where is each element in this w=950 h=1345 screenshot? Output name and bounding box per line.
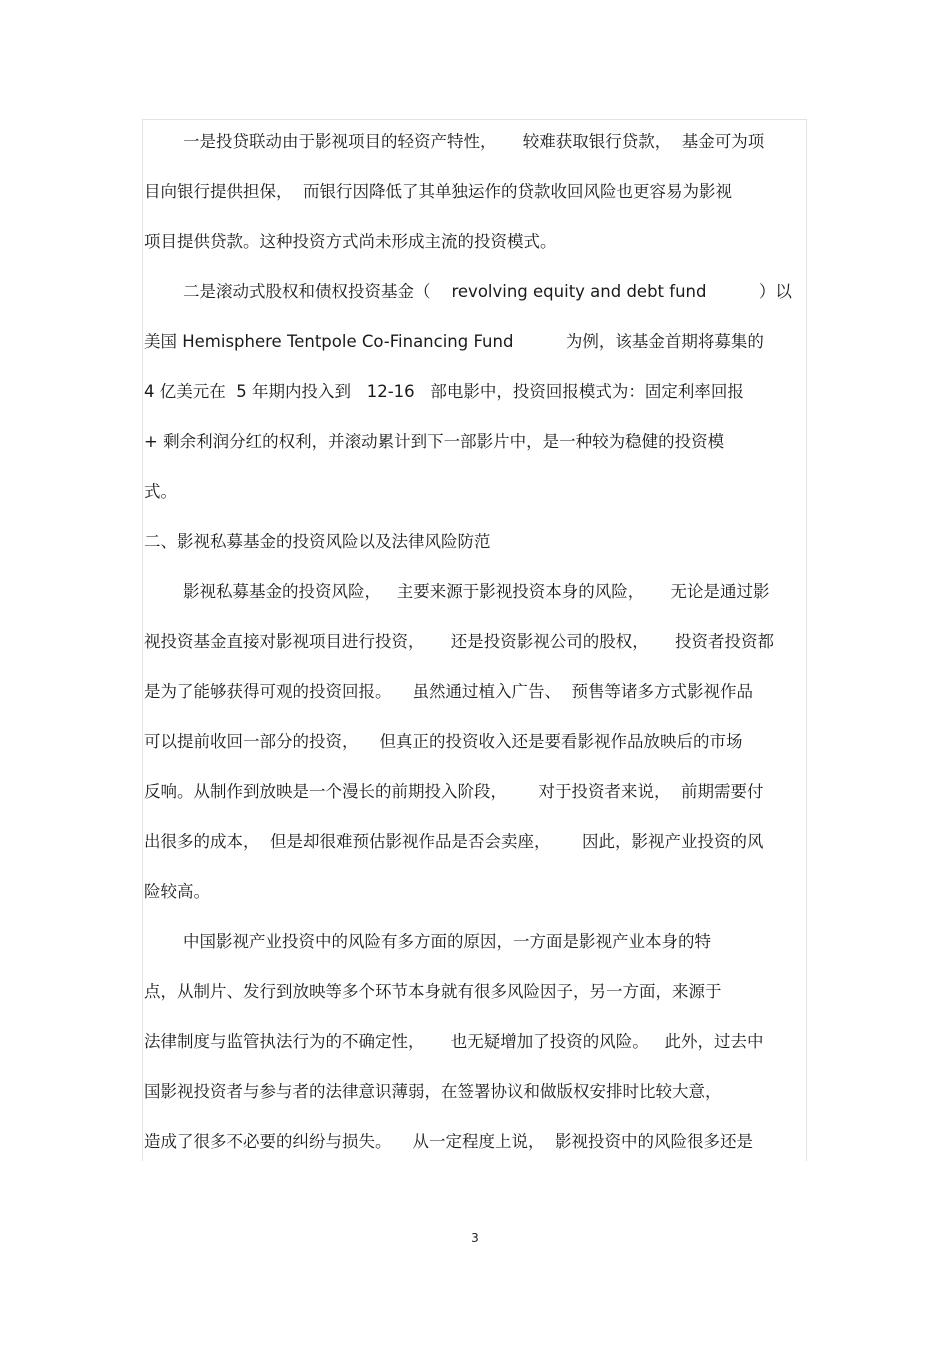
text-line: 可以提前收回一部分的投资， 但真正的投资收入还是要看影视作品放映后的市场 — [144, 732, 743, 751]
text-line: 4 亿美元在 5 年期内投入到 12-16 部电影中，投资回报模式为：固定利率回报 — [144, 382, 744, 401]
text-line: + 剩余利润分红的权利，并滚动累计到下一部影片中，是一种较为稳健的投资模 — [144, 432, 725, 451]
text-line: 出很多的成本， 但是却很难预估影视作品是否会卖座， 因此，影视产业投资的风 — [144, 832, 764, 851]
text-line: 法律制度与监管执法行为的不确定性， 也无疑增加了投资的风险。 此外，过去中 — [144, 1032, 764, 1051]
text-line: 是为了能够获得可观的投资回报。 虽然通过植入广告、 预售等诸多方式影视作品 — [144, 682, 753, 701]
section-heading: 二、影视私募基金的投资风险以及法律风险防范 — [144, 532, 491, 551]
page-frame-top — [142, 119, 807, 120]
text-line: 一是投贷联动由于影视项目的轻资产特性， 较难获取银行贷款， 基金可为项 — [183, 132, 765, 151]
text-line: 影视私募基金的投资风险， 主要来源于影视投资本身的风险， 无论是通过影 — [183, 582, 770, 601]
text-line: 险较高。 — [144, 882, 210, 901]
text-line: 反响。从制作到放映是一个漫长的前期投入阶段， 对于投资者来说， 前期需要付 — [144, 782, 764, 801]
text-line: 视投资基金直接对影视项目进行投资， 还是投资影视公司的股权， 投资者投资都 — [144, 632, 774, 651]
text-line: 点，从制片、发行到放映等多个环节本身就有很多风险因子，另一方面，来源于 — [144, 982, 722, 1001]
text-line: 目向银行提供担保， 而银行因降低了其单独运作的贷款收回风险也更容易为影视 — [144, 182, 732, 201]
text-line: 式。 — [144, 482, 177, 501]
text-line: 国影视投资者与参与者的法律意识薄弱，在签署协议和做版权安排时比较大意， — [144, 1082, 722, 1101]
text-line: 二是滚动式股权和债权投资基金（ revolving equity and debt fund ）以 — [183, 282, 792, 301]
text-line: 中国影视产业投资中的风险有多方面的原因，一方面是影视产业本身的特 — [183, 932, 711, 951]
text-line: 造成了很多不必要的纠纷与损失。 从一定程度上说， 影视投资中的风险很多还是 — [144, 1132, 753, 1151]
page-number: 3 — [471, 1231, 479, 1245]
text-line: 美国 Hemisphere Tentpole Co-Financing Fund 为例，该基金首期将募集的 — [144, 332, 764, 351]
page-frame-left — [142, 119, 143, 1161]
text-line: 项目提供贷款。这种投资方式尚未形成主流的投资模式。 — [144, 232, 557, 251]
